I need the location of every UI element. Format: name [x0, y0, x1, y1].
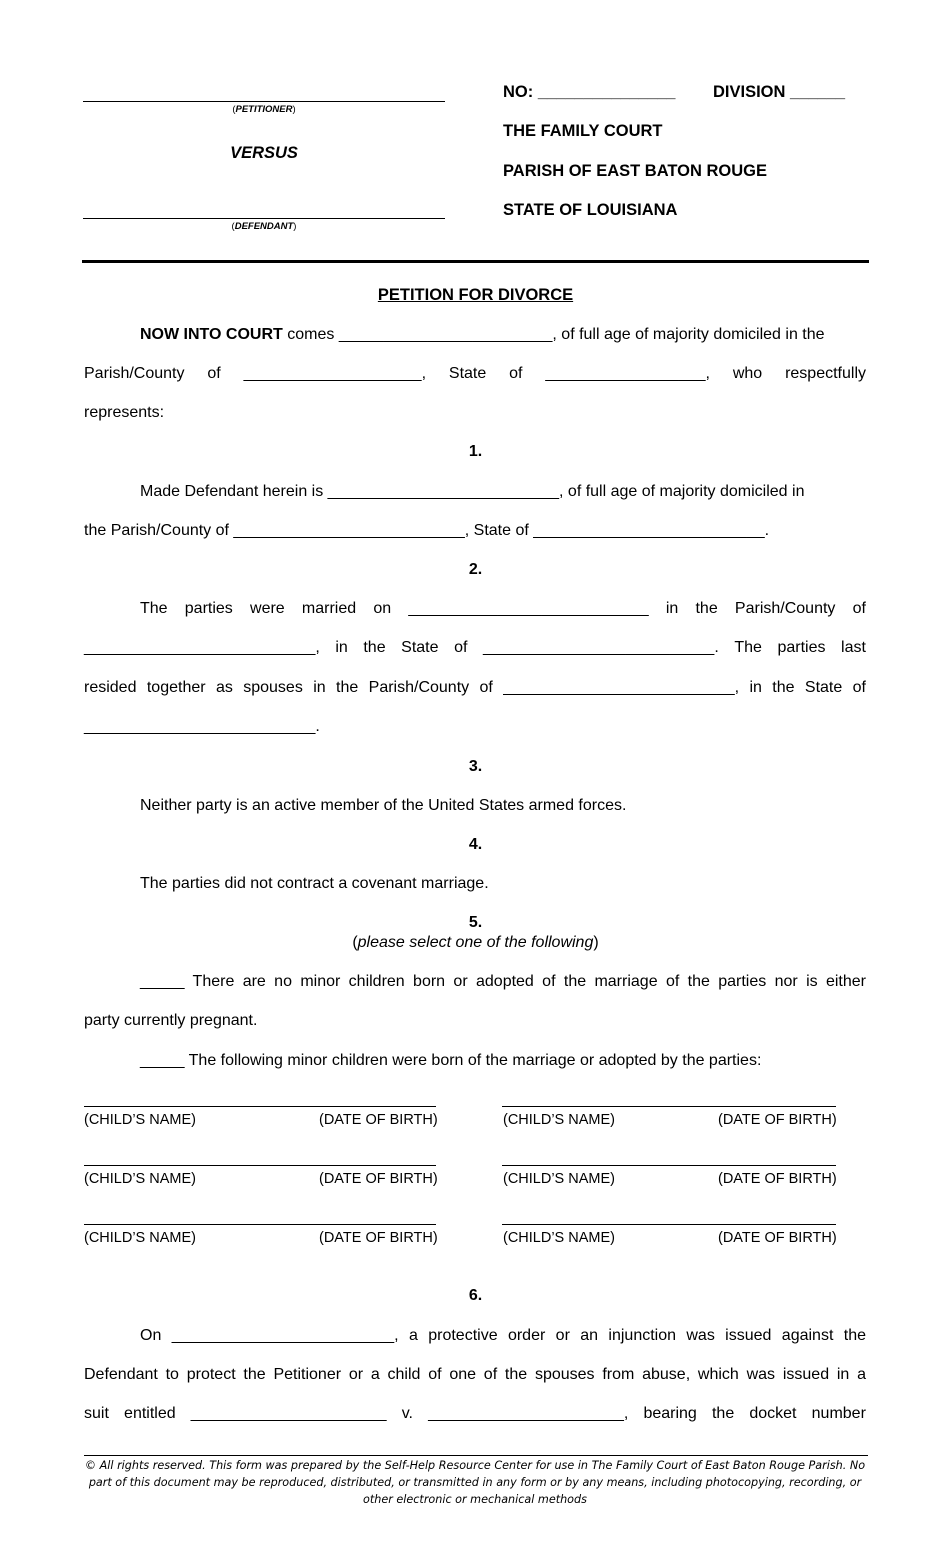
- defendant-name-line[interactable]: [83, 218, 445, 219]
- date-of-birth-label: (DATE OF BIRTH): [718, 1230, 837, 1246]
- date-of-birth-label: (DATE OF BIRTH): [319, 1112, 438, 1128]
- section-3-number: 3.: [468, 758, 483, 775]
- child-entry-line[interactable]: [502, 1106, 836, 1107]
- section-3-text: Neither party is an active member of the United States armed forces.: [140, 797, 627, 814]
- section-2-line-1: The parties were married on ___________________________ in the Parish/County of: [140, 600, 866, 617]
- suit-party-2-blank[interactable]: ______________________,: [428, 1405, 629, 1422]
- petitioner-name-line[interactable]: [83, 101, 445, 102]
- child-entry-line[interactable]: [84, 1106, 436, 1107]
- section-6-line-1[interactable]: On _________________________, a protective order or an injunction was issued against the: [140, 1327, 866, 1344]
- defendant-label: (DEFENDANT): [231, 221, 297, 232]
- section-6-line-2: Defendant to protect the Petitioner or a child of one of the spouses from abuse, which was issued in a: [84, 1366, 866, 1383]
- date-of-birth-label: (DATE OF BIRTH): [718, 1171, 837, 1187]
- child-entry-line[interactable]: [84, 1224, 436, 1225]
- date-of-birth-label: (DATE OF BIRTH): [319, 1230, 438, 1246]
- suit-party-1-blank[interactable]: ______________________: [190, 1405, 387, 1422]
- parish-county-blank[interactable]: ____________________,: [243, 365, 427, 382]
- intro-line-3: represents:: [84, 404, 165, 421]
- date-of-birth-label: (DATE OF BIRTH): [319, 1171, 438, 1187]
- section-2-number: 2.: [468, 561, 483, 578]
- child-entry-line[interactable]: [502, 1165, 836, 1166]
- child-name-label: (CHILD’S NAME): [503, 1112, 615, 1128]
- child-name-label: (CHILD’S NAME): [84, 1112, 196, 1128]
- division-field[interactable]: DIVISION ______: [713, 83, 846, 101]
- intro-line-1: NOW INTO COURT comes ________________________, of full age of majority domiciled in the: [140, 326, 825, 343]
- section-2-line-3[interactable]: resided together as spouses in the Parish/County of __________________________, in the State of: [84, 679, 866, 696]
- parish-name: PARISH OF EAST BATON ROUGE: [503, 162, 768, 180]
- child-name-label: (CHILD’S NAME): [503, 1171, 615, 1187]
- marriage-date-blank[interactable]: ___________________________: [408, 600, 649, 617]
- marriage-parish-blank[interactable]: __________________________,: [84, 639, 320, 656]
- child-entry-line[interactable]: [502, 1224, 836, 1225]
- child-name-label: (CHILD’S NAME): [503, 1230, 615, 1246]
- caption-divider: [82, 260, 869, 263]
- court-name: THE FAMILY COURT: [503, 122, 663, 140]
- section-1-number: 1.: [468, 443, 483, 460]
- section-1-line-2[interactable]: the Parish/County of __________________________, State of __________________________.: [84, 522, 770, 539]
- child-name-label: (CHILD’S NAME): [84, 1171, 196, 1187]
- section-4-text: The parties did not contract a covenant marriage.: [140, 875, 489, 892]
- section-6-line-3: suit entitled ______________________ v. ______________________, bearing the docket number: [84, 1405, 866, 1422]
- child-name-label: (CHILD’S NAME): [84, 1230, 196, 1246]
- child-entry-line[interactable]: [84, 1165, 436, 1166]
- section-1-line-1[interactable]: Made Defendant herein is __________________________, of full age of majority domiciled in: [140, 483, 805, 500]
- section-4-number: 4.: [468, 836, 483, 853]
- footer-divider: [84, 1455, 868, 1456]
- petitioner-label: (PETITIONER): [232, 104, 296, 115]
- document-title: PETITION FOR DIVORCE: [377, 286, 574, 304]
- section-6-number: 6.: [468, 1287, 483, 1304]
- children-option[interactable]: _____ The following minor children were born of the marriage or adopted by the parties:: [140, 1052, 762, 1069]
- state-name: STATE OF LOUISIANA: [503, 201, 678, 219]
- intro-line-2: Parish/County of ____________________, State of __________________, who respectfully: [84, 365, 866, 382]
- section-5-instruction: (please select one of the following): [352, 934, 599, 951]
- no-children-option[interactable]: _____ There are no minor children born or adopted of the marriage of the parties nor is either: [140, 973, 866, 990]
- no-children-option-cont: party currently pregnant.: [84, 1012, 258, 1029]
- state-blank[interactable]: __________________,: [545, 365, 710, 382]
- versus-label: VERSUS: [230, 144, 298, 162]
- section-2-line-4[interactable]: __________________________.: [84, 718, 320, 735]
- section-5-number: 5.: [468, 914, 483, 931]
- copyright-notice: © All rights reserved. This form was prepared by the Self-Help Resource Center for use in The Family Court of East Baton Rouge Parish. No part of this document may be reproduced, distributed, or transmitted in any form or by any means, including photocopying, recording, or other electronic or mechanical methods: [84, 1459, 866, 1506]
- date-of-birth-label: (DATE OF BIRTH): [718, 1112, 837, 1128]
- case-number-field[interactable]: NO: _______________: [503, 83, 676, 101]
- marriage-state-blank[interactable]: __________________________.: [482, 639, 719, 656]
- section-2-line-2: __________________________, in the State of __________________________. The parties last: [84, 639, 866, 656]
